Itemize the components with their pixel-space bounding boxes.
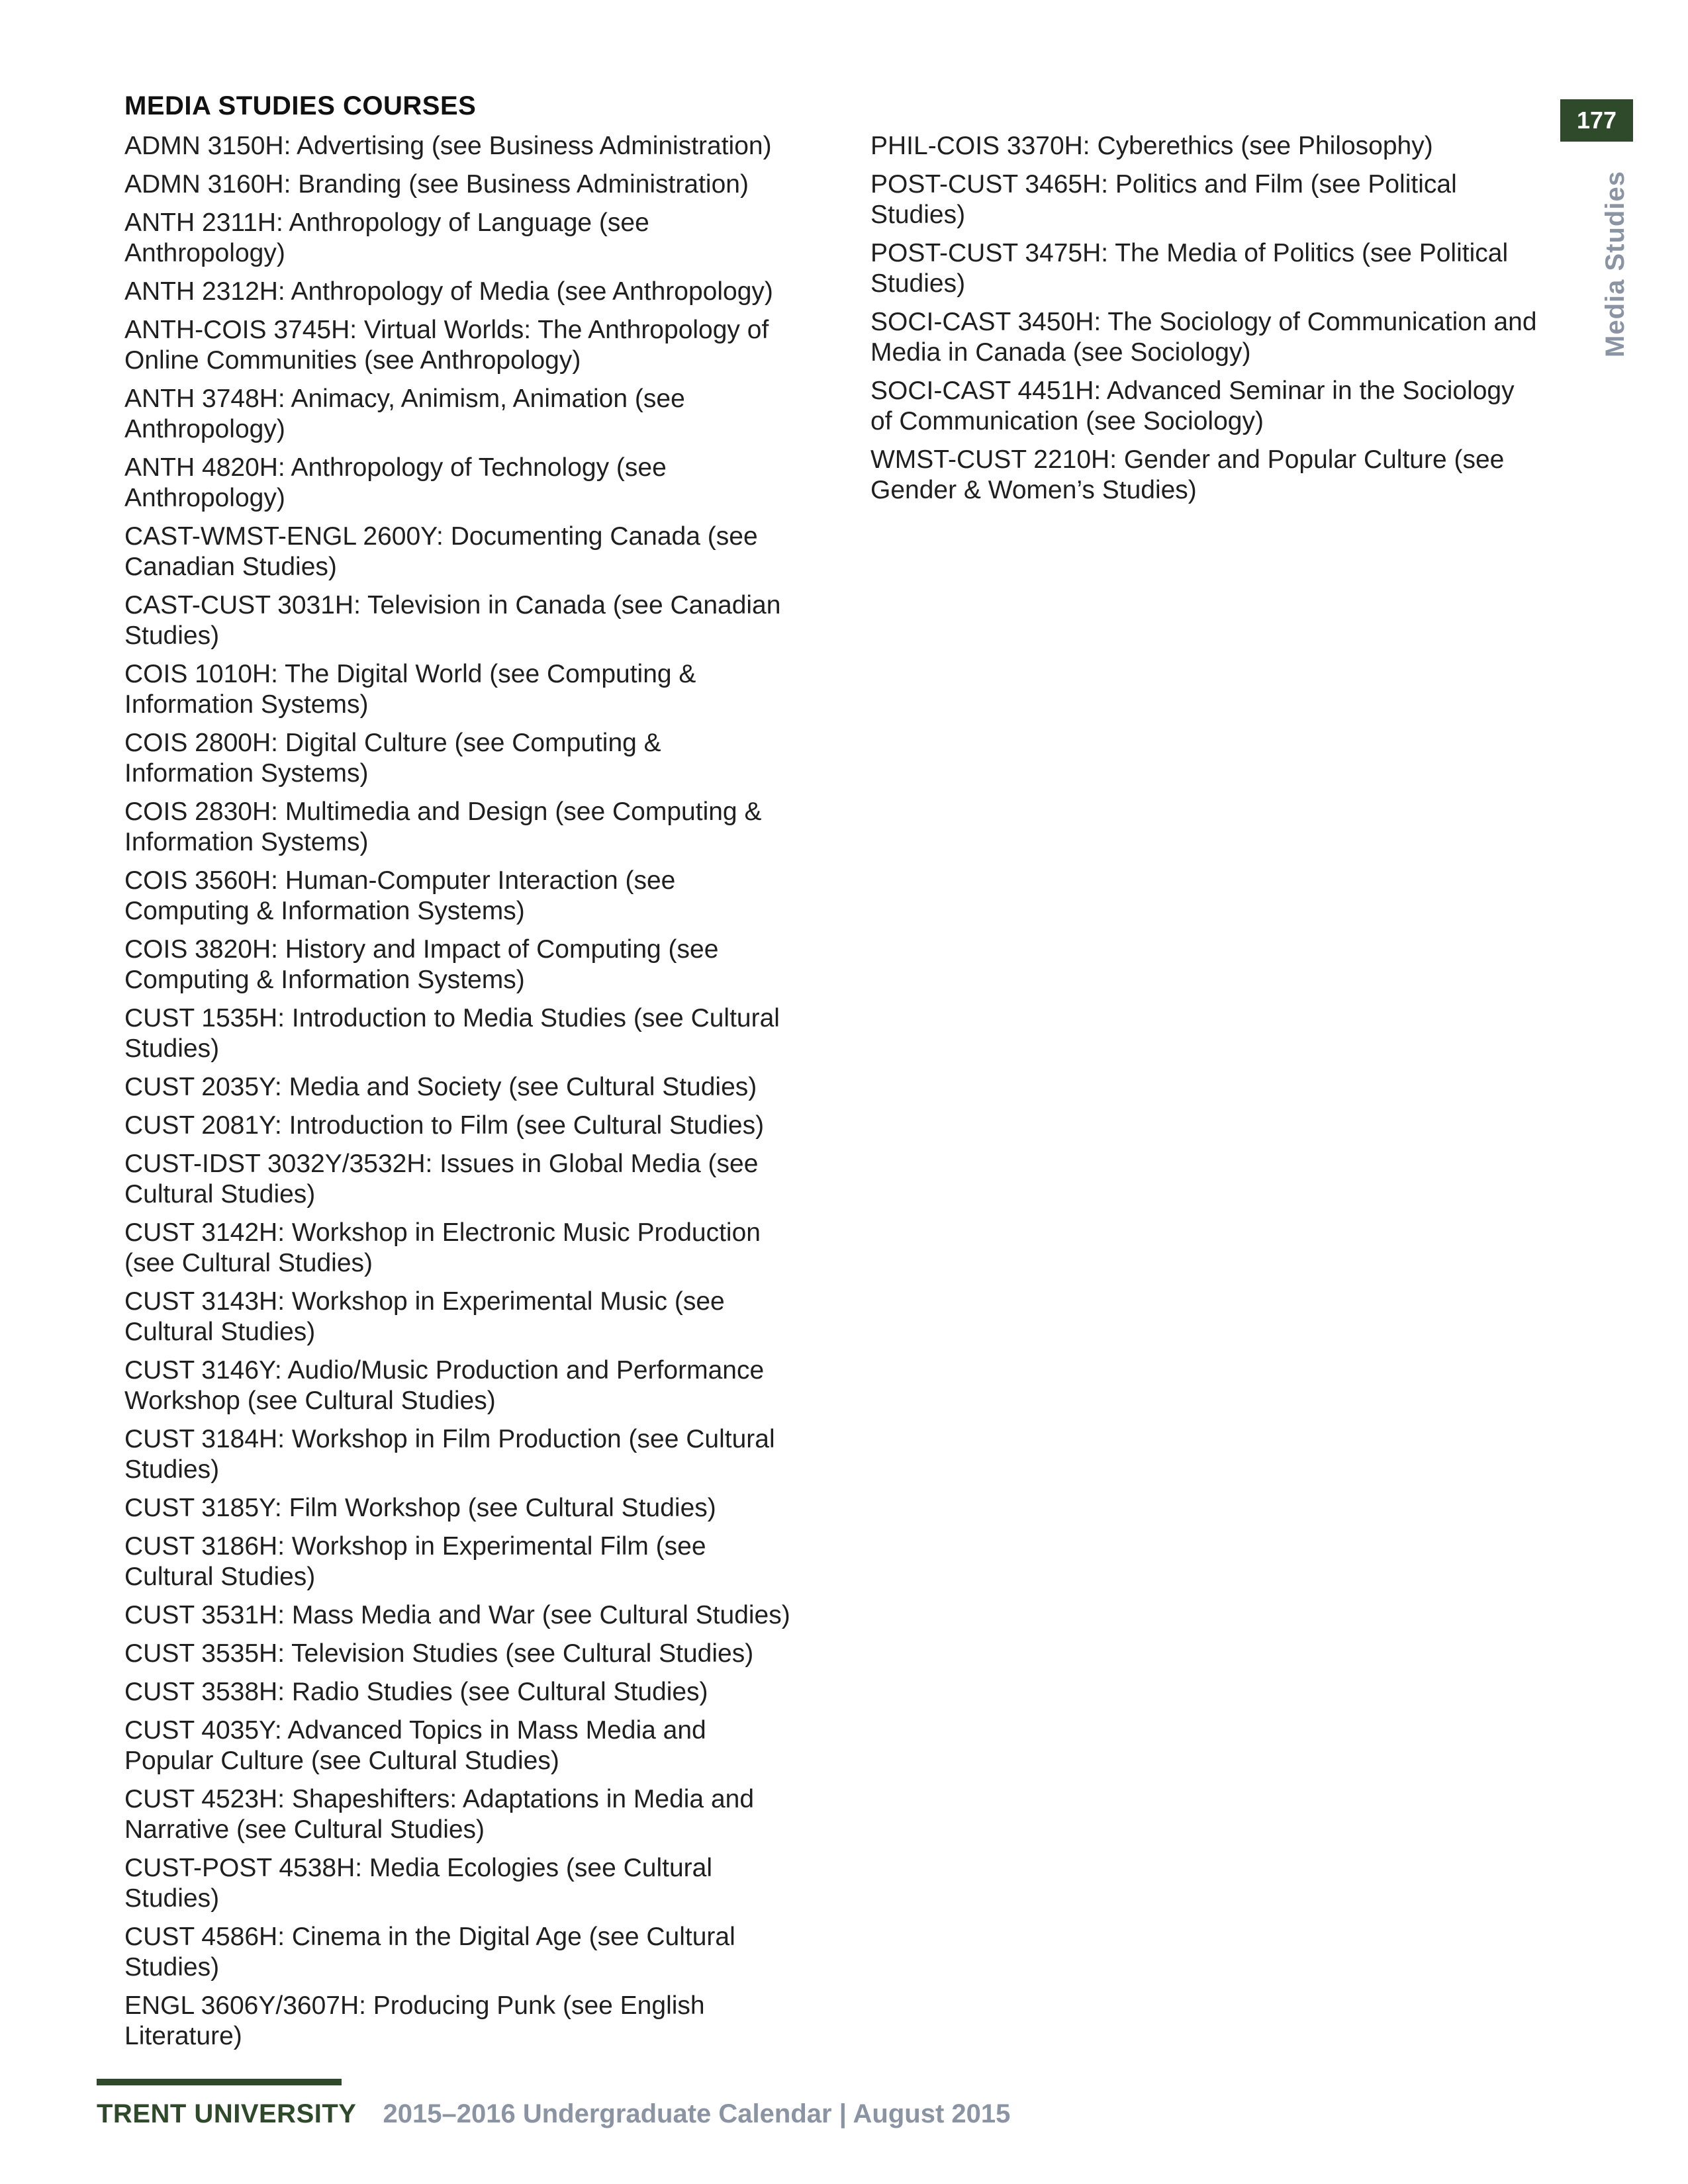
course-entry: COIS 2830H: Multimedia and Design (see Computing & Information Systems) — [124, 797, 762, 856]
course-entry: CUST 3535H: Television Studies (see Cultural Studies) — [124, 1639, 754, 1668]
course-entry: CUST 4523H: Shapeshifters: Adaptations in Media and Narrative (see Cultural Studies) — [124, 1785, 755, 1844]
course-entry: CUST 4586H: Cinema in the Digital Age (see Cultural Studies) — [124, 1923, 735, 1981]
page-title: MEDIA STUDIES COURSES — [124, 91, 477, 120]
course-entry: COIS 1010H: The Digital World (see Computing & Information Systems) — [124, 660, 696, 719]
course-entry: CUST 3531H: Mass Media and War (see Cultural Studies) — [124, 1601, 790, 1629]
course-entry: ANTH 2311H: Anthropology of Language (see Anthropology) — [124, 208, 649, 267]
course-entry: CUST 2081Y: Introduction to Film (see Cultural Studies) — [124, 1111, 765, 1140]
course-entry: CUST 3142H: Workshop in Electronic Music Production (see Cultural Studies) — [124, 1218, 761, 1277]
course-entry: COIS 3820H: History and Impact of Computing (see Computing & Information Systems) — [124, 935, 719, 994]
course-entry: CUST-IDST 3032Y/3532H: Issues in Global Media (see Cultural Studies) — [124, 1150, 759, 1208]
footer-university: TRENT UNIVERSITY — [97, 2099, 357, 2128]
footer-calendar: 2015–2016 Undergraduate Calendar | August 2015 — [383, 2099, 1011, 2128]
course-entry: SOCI-CAST 4451H: Advanced Seminar in the Sociology of Communication (see Sociology) — [870, 377, 1515, 435]
section-side-label: Media Studies — [1601, 171, 1630, 357]
footer-rule — [97, 2079, 342, 2085]
footer — [97, 2099, 1010, 2129]
course-entry: POST-CUST 3475H: The Media of Politics (see Political Studies) — [870, 239, 1509, 298]
course-entry: CUST 4035Y: Advanced Topics in Mass Media and Popular Culture (see Cultural Studies) — [124, 1716, 706, 1775]
course-entry: POST-CUST 3465H: Politics and Film (see Political Studies) — [870, 170, 1457, 229]
course-entry: COIS 3560H: Human-Computer Interaction (see Computing & Information Systems) — [124, 866, 676, 925]
course-list-right — [870, 131, 1552, 514]
course-entry: CUST 3184H: Workshop in Film Production (see Cultural Studies) — [124, 1425, 775, 1484]
course-entry: ANTH-COIS 3745H: Virtual Worlds: The Anthropology of Online Communities (see Anthropology) — [124, 316, 769, 375]
course-entry: CAST-CUST 3031H: Television in Canada (see Canadian Studies) — [124, 591, 781, 650]
course-entry: ENGL 3606Y/3607H: Producing Punk (see English Literature) — [124, 1991, 705, 2050]
course-entry: CUST-POST 4538H: Media Ecologies (see Cultural Studies) — [124, 1854, 712, 1913]
course-entry: CUST 3143H: Workshop in Experimental Music (see Cultural Studies) — [124, 1287, 725, 1346]
course-entry: CUST 3538H: Radio Studies (see Cultural Studies) — [124, 1678, 708, 1706]
course-list-left — [124, 131, 806, 2060]
course-entry: CAST-WMST-ENGL 2600Y: Documenting Canada (see Canadian Studies) — [124, 522, 758, 581]
course-entry: PHIL-COIS 3370H: Cyberethics (see Philosophy) — [870, 132, 1433, 160]
course-entry: ADMN 3150H: Advertising (see Business Administration) — [124, 132, 772, 160]
course-entry: ANTH 2312H: Anthropology of Media (see Anthropology) — [124, 277, 773, 306]
course-entry: ADMN 3160H: Branding (see Business Administration) — [124, 170, 749, 199]
course-entry: ANTH 4820H: Anthropology of Technology (see Anthropology) — [124, 453, 667, 512]
course-entry: CUST 3146Y: Audio/Music Production and Performance Workshop (see Cultural Studies) — [124, 1356, 765, 1415]
course-entry: SOCI-CAST 3450H: The Sociology of Communication and Media in Canada (see Sociology) — [870, 308, 1537, 367]
course-entry: CUST 3186H: Workshop in Experimental Film (see Cultural Studies) — [124, 1532, 706, 1591]
course-entry: WMST-CUST 2210H: Gender and Popular Culture (see Gender & Women’s Studies) — [870, 445, 1505, 504]
course-entry: ANTH 3748H: Animacy, Animism, Animation (see Anthropology) — [124, 385, 685, 443]
course-entry: CUST 2035Y: Media and Society (see Cultural Studies) — [124, 1073, 757, 1101]
course-entry: CUST 1535H: Introduction to Media Studies (see Cultural Studies) — [124, 1004, 780, 1063]
course-entry: COIS 2800H: Digital Culture (see Computing & Information Systems) — [124, 729, 661, 788]
course-entry: CUST 3185Y: Film Workshop (see Cultural Studies) — [124, 1494, 716, 1522]
page-number-badge: 177 — [1560, 99, 1633, 142]
